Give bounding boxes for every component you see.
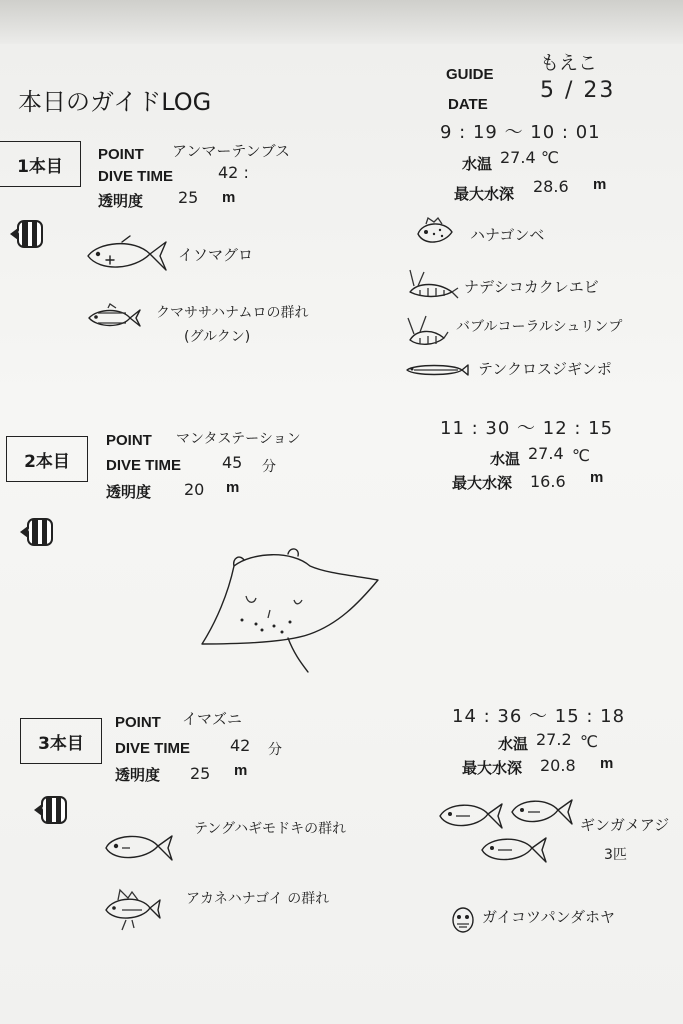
dive-1-point: アンマーテンブス (172, 142, 291, 160)
dive-1-badge: 1本目 (0, 141, 81, 187)
dive-1-point-label: POINT (98, 146, 144, 163)
hawkfish-icon (414, 216, 458, 248)
dive-1-depth: 28.6 (533, 177, 569, 196)
fish-log-icon (18, 516, 54, 548)
page-title: 本日のガイドLOG (18, 88, 212, 116)
blenny-icon (404, 362, 470, 378)
dive-1-divetime-label: DIVE TIME (98, 168, 174, 185)
creature-label: ナデシコカクレエビ (464, 278, 599, 296)
dive-2-m-unit: m (226, 479, 240, 496)
creature-label: ギンガメアジ (580, 816, 670, 834)
dive-1-visibility-label: 透明度 (98, 193, 144, 210)
dive-3-depth: 20.8 (540, 756, 576, 775)
dive-2-depth: 16.6 (530, 472, 566, 491)
dive-2-minute-unit: 分 (262, 459, 276, 475)
dive-1-celsius: ℃ (541, 148, 559, 167)
dive-2-divetime: 45 (222, 453, 243, 472)
paper-edge-shadow (0, 0, 683, 44)
shrimp-icon (404, 268, 460, 302)
dive-3-visibility-label: 透明度 (115, 767, 161, 784)
dive-2-point: マンタステーション (176, 431, 301, 447)
dive-3-divetime: 42 (230, 736, 251, 755)
fish-log-icon (32, 794, 68, 826)
bubble-shrimp-icon (404, 312, 450, 350)
dive-2-visibility: 20 (184, 480, 205, 499)
dive-3-depth-unit: m (600, 755, 614, 772)
dive-1-depth-unit: m (593, 176, 607, 193)
creature-label: バブルコーラルシュリンプ (456, 319, 623, 335)
dive-3-depth-label: 最大水深 (462, 760, 523, 777)
sea-squirt-icon (450, 906, 476, 934)
creature-label: イソマグロ (178, 246, 254, 264)
dive-3-temp-label: 水温 (498, 736, 529, 753)
guide-value: もえこ (540, 52, 598, 74)
dive-1-visibility: 25 (178, 188, 199, 207)
guide-label: GUIDE (446, 66, 494, 83)
dive-1-m-unit: m (222, 189, 236, 206)
date-value: 5 / 23 (540, 78, 616, 103)
dive-2-temp-label: 水温 (490, 451, 521, 468)
creature-label: アカネハナゴイ の群れ (186, 891, 330, 907)
creature-label: クマササハナムロの群れ (156, 305, 309, 321)
dive-3-celsius: ℃ (580, 732, 598, 751)
dive-1-temp: 27.4 (500, 148, 536, 167)
date-label: DATE (448, 96, 488, 113)
creature-label: テンクロスジギンポ (478, 360, 612, 378)
creature-count: 3匹 (604, 847, 627, 863)
dive-1-divetime: 42 : (218, 163, 249, 182)
dive-2-celsius: ℃ (572, 446, 590, 465)
dive-2-point-label: POINT (106, 432, 152, 449)
dive-3-m-unit: m (234, 762, 248, 779)
dive-2-time-range: 11 : 30 ～ 12 : 15 (440, 418, 614, 439)
dive-2-badge: 2本目 (6, 436, 88, 482)
dive-2-depth-label: 最大水深 (452, 475, 513, 492)
jack-fish-icon (436, 798, 504, 836)
dive-3-point: イマズニ (182, 710, 243, 728)
dive-3-point-label: POINT (115, 714, 161, 731)
anthias-fish-icon (102, 886, 162, 932)
creature-label: (グルクン) (184, 329, 251, 345)
tuna-fish-icon (84, 236, 170, 278)
dive-3-temp: 27.2 (536, 730, 572, 749)
creature-label: ハナゴンベ (470, 226, 545, 244)
dive-3-divetime-label: DIVE TIME (115, 740, 191, 757)
dive-2-depth-unit: m (590, 469, 604, 486)
dive-1-time-range: 9 : 19 ～ 10 : 01 (440, 122, 601, 143)
dive-1-depth-label: 最大水深 (454, 186, 515, 203)
dive-3-visibility: 25 (190, 764, 211, 783)
manta-ray-icon (198, 544, 382, 674)
dive-1-temp-label: 水温 (462, 156, 493, 173)
jack-fish-icon (508, 794, 574, 830)
dive-2-visibility-label: 透明度 (106, 484, 152, 501)
dive-3-time-range: 14 : 36 ～ 15 : 18 (452, 706, 626, 727)
dive-2-divetime-label: DIVE TIME (106, 457, 182, 474)
dive-2-temp: 27.4 (528, 444, 564, 463)
jack-fish-icon (478, 832, 548, 870)
dive-3-badge: 3本目 (20, 718, 102, 764)
dive-3-minute-unit: 分 (268, 742, 282, 758)
creature-label: ガイコツパンダホヤ (482, 908, 616, 926)
unicornfish-icon (102, 828, 176, 866)
creature-label: テングハギモドキの群れ (194, 821, 347, 837)
fusilier-fish-icon (86, 304, 142, 332)
fish-log-icon (8, 218, 44, 250)
